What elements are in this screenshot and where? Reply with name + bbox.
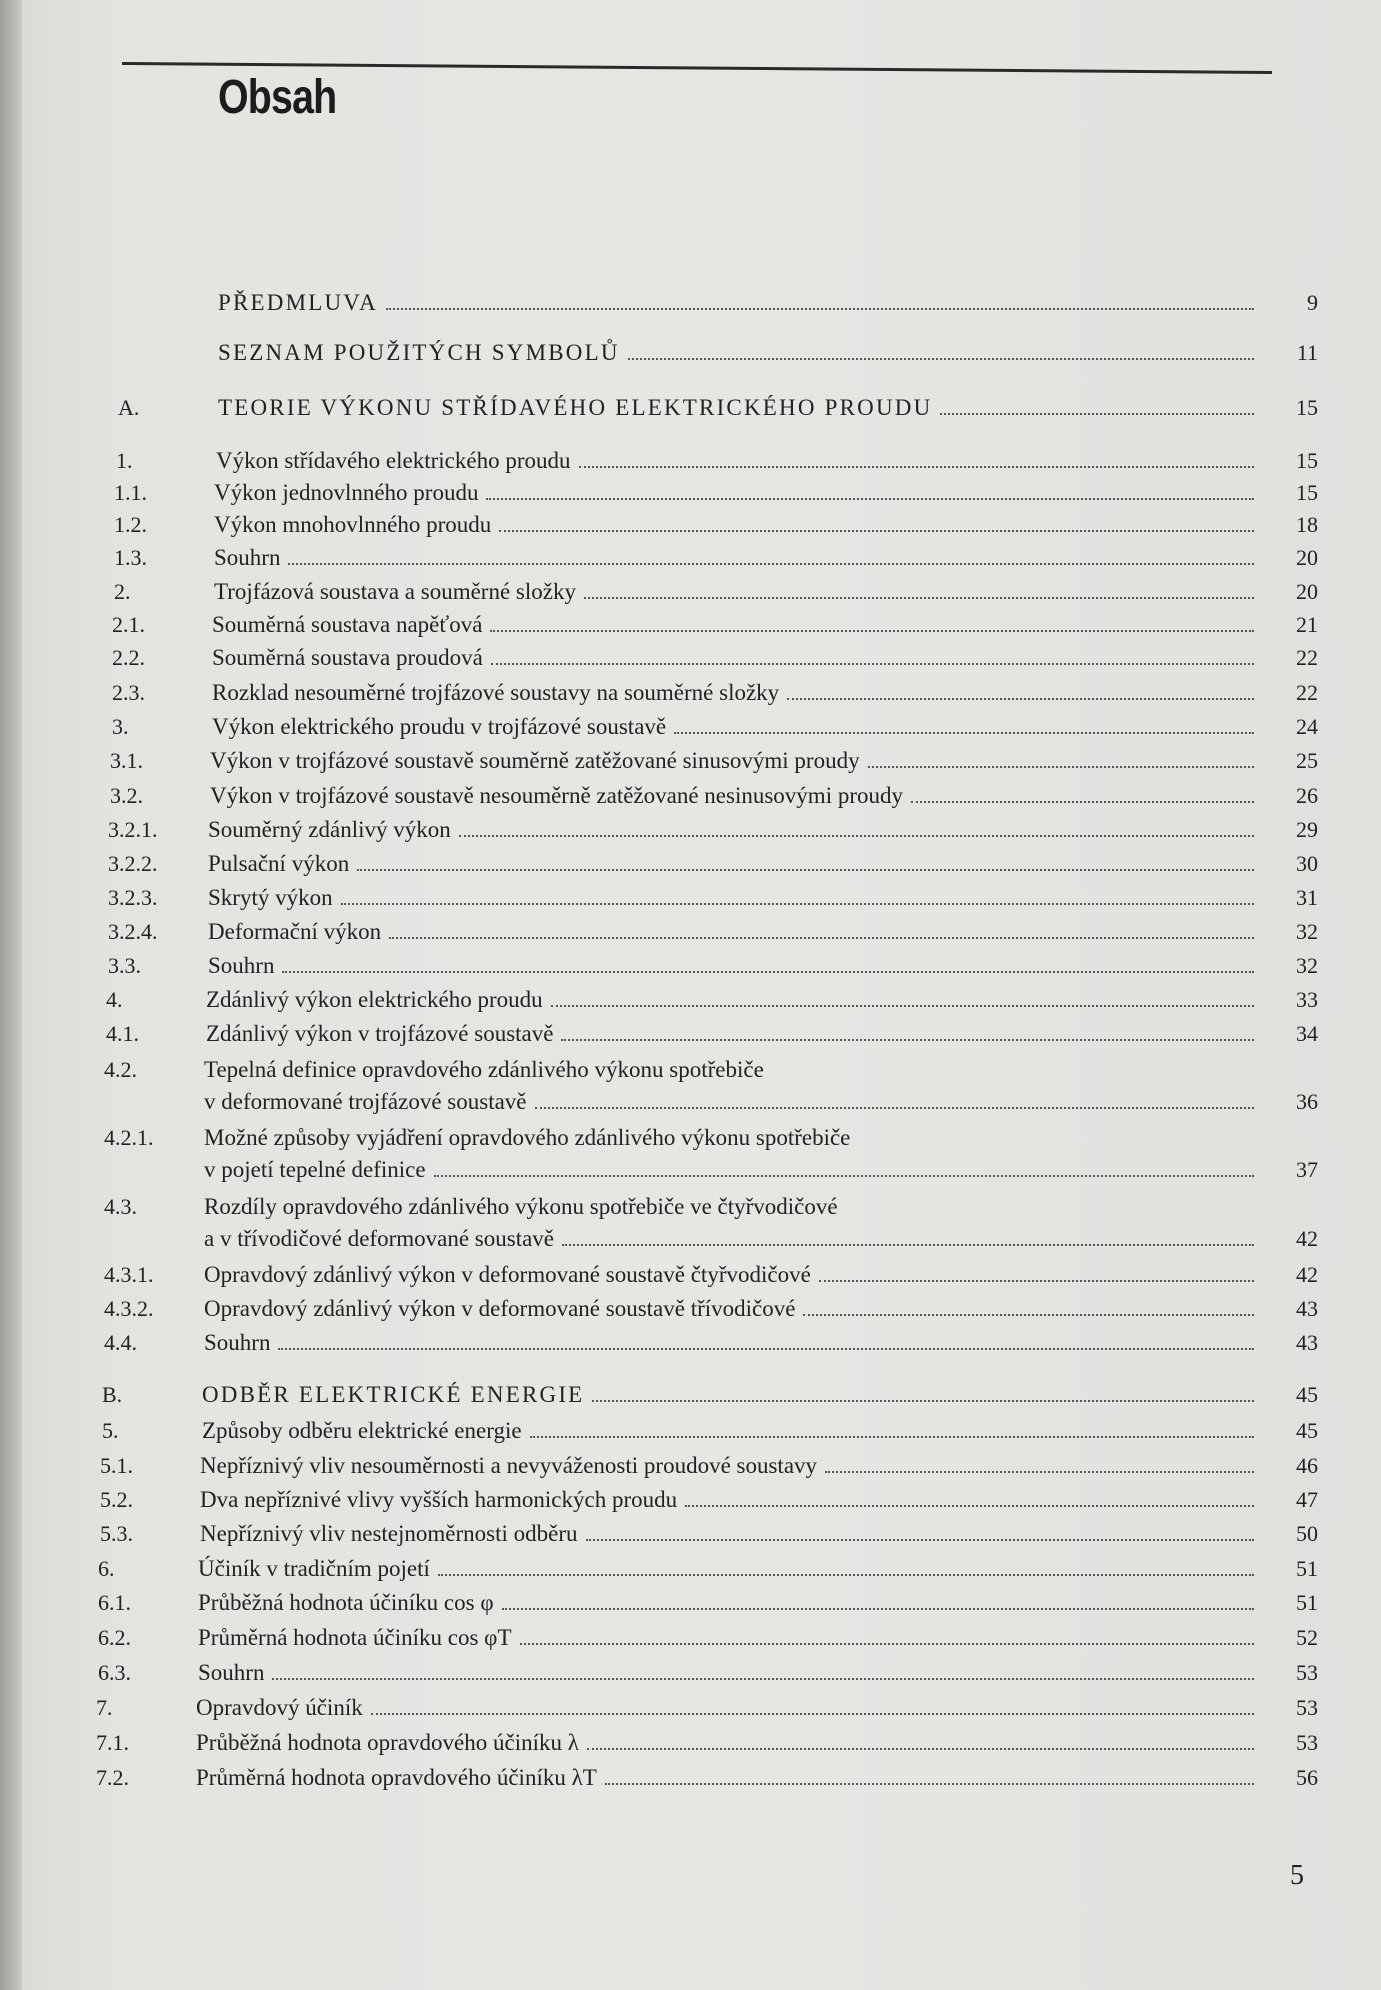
toc-entry-page: 52 — [1296, 1625, 1318, 1650]
toc-entry — [114, 512, 1318, 538]
toc-entry-title: Nepříznivý vliv nesouměrnosti a nevyváženosti proudové soustavy — [200, 1453, 818, 1478]
toc-entry — [108, 817, 1318, 843]
toc-entry — [100, 1453, 1318, 1479]
toc-entry — [106, 987, 1318, 1013]
toc-entry-number: 5.1. — [100, 1453, 133, 1478]
toc-entry — [110, 748, 1318, 774]
dot-leader — [586, 1538, 1254, 1541]
toc-entry-title: Opravdový zdánlivý výkon v deformované soustavě třívodičové — [204, 1296, 796, 1321]
toc-entry-page: 32 — [1296, 919, 1318, 944]
toc-entry-page: 43 — [1296, 1330, 1318, 1355]
toc-entry — [106, 1021, 1318, 1047]
toc-entry-title: TEORIE VÝKONU STŘÍDAVÉHO ELEKTRICKÉHO PROUDU — [218, 395, 933, 420]
toc-entry — [118, 290, 1318, 316]
toc-entry-page: 36 — [1296, 1089, 1318, 1114]
toc-entry-title: Rozklad nesouměrné trojfázové soustavy na souměrné složky — [212, 680, 780, 705]
dot-leader — [911, 800, 1254, 803]
toc-entry — [118, 395, 1318, 421]
toc-entry-number: 4.4. — [104, 1330, 137, 1355]
toc-entry-title: Nepříznivý vliv nestejnoměrnosti odběru — [200, 1521, 578, 1546]
toc-entry-page: 20 — [1296, 545, 1318, 570]
toc-entry — [112, 714, 1318, 740]
toc-entry-number: 3. — [112, 714, 129, 739]
toc-entry — [116, 448, 1318, 474]
toc-entry-number: 3.2.1. — [108, 817, 158, 842]
toc-entry — [102, 1382, 1318, 1408]
toc-entry-title: Souhrn — [198, 1660, 265, 1685]
toc-entry — [96, 1695, 1318, 1721]
toc-entry-page: 45 — [1296, 1382, 1318, 1407]
dot-leader — [499, 529, 1254, 532]
dot-leader — [587, 1747, 1254, 1750]
toc-entry-title: Opravdový účiník — [196, 1695, 363, 1720]
dot-leader — [438, 1573, 1254, 1576]
dot-leader — [592, 1399, 1254, 1402]
dot-leader — [530, 1435, 1254, 1438]
toc-entry-number: 7.2. — [96, 1765, 129, 1790]
toc-entry — [96, 1765, 1318, 1791]
toc-entry-number: 3.3. — [108, 953, 141, 978]
toc-entry-page: 24 — [1296, 714, 1318, 739]
toc-entry-number: 1.2. — [114, 512, 147, 537]
toc-entry-page: 15 — [1296, 395, 1318, 420]
toc-entry-page: 20 — [1296, 579, 1318, 604]
toc-entry-number: 7. — [96, 1695, 113, 1720]
dot-leader — [605, 1782, 1254, 1785]
toc-entry — [114, 480, 1318, 506]
toc-entry-title: Souhrn — [214, 545, 281, 570]
dot-leader — [685, 1504, 1254, 1507]
dot-leader — [502, 1607, 1254, 1610]
toc-entry-page: 53 — [1296, 1695, 1318, 1720]
dot-leader — [490, 629, 1254, 632]
toc-entry — [98, 1590, 1318, 1616]
toc-entry — [100, 1487, 1318, 1513]
toc-entry-title: Souměrná soustava proudová — [212, 645, 483, 670]
toc-entry-title: Výkon střídavého elektrického proudu — [216, 448, 571, 473]
toc-entry-title: Výkon v trojfázové soustavě souměrně zatěžované sinusovými proudy — [210, 748, 860, 773]
dot-leader — [825, 1470, 1254, 1473]
toc-entry-page: 42 — [1296, 1262, 1318, 1287]
toc-entry — [98, 1625, 1318, 1651]
dot-leader — [278, 1347, 1254, 1350]
dot-leader — [551, 1004, 1254, 1007]
dot-leader — [459, 834, 1254, 837]
page-title: Obsah — [218, 71, 337, 124]
toc-entry-number: 5.2. — [100, 1487, 133, 1512]
toc-entry — [98, 1660, 1318, 1686]
toc-entry-title-continued: a v třívodičové deformované soustavě — [204, 1226, 554, 1251]
toc-entry-page: 45 — [1296, 1418, 1318, 1443]
toc-entry-page: 15 — [1296, 448, 1318, 473]
dot-leader — [272, 1677, 1254, 1680]
toc-entry-page: 46 — [1296, 1453, 1318, 1478]
toc-entry — [108, 953, 1318, 979]
dot-leader — [389, 936, 1254, 939]
toc-entry — [100, 1521, 1318, 1547]
toc-entry-number: 3.2.4. — [108, 919, 158, 944]
toc-entry-number: 2.1. — [112, 612, 145, 637]
toc-entry — [108, 885, 1318, 911]
dot-leader — [288, 562, 1254, 565]
toc-entry-page: 11 — [1296, 340, 1318, 365]
toc-entry-title: Souhrn — [204, 1330, 271, 1355]
toc-entry-title: Průměrná hodnota opravdového účiníku λT — [196, 1765, 597, 1790]
toc-entry-number: 1.3. — [114, 545, 147, 570]
toc-entry-number: 7.1. — [96, 1730, 129, 1755]
toc-entry-title: Možné způsoby vyjádření opravdového zdánlivého výkonu spotřebiče — [204, 1125, 851, 1150]
dot-leader — [579, 465, 1255, 468]
toc-entry-number: 3.2. — [110, 783, 143, 808]
toc-entry-number: 1. — [116, 448, 133, 473]
toc-entry-page: 42 — [1296, 1226, 1318, 1251]
toc-entry-title-continued: v deformované trojfázové soustavě — [204, 1089, 527, 1114]
toc-entry — [108, 851, 1318, 877]
toc-entry — [104, 1262, 1318, 1288]
toc-entry-page: 37 — [1296, 1157, 1318, 1182]
toc-entry-number: 1.1. — [114, 480, 147, 505]
toc-entry-page: 29 — [1296, 817, 1318, 842]
toc-entry-title: SEZNAM POUŽITÝCH SYMBOLŮ — [218, 340, 620, 365]
toc-entry — [114, 545, 1318, 571]
toc-entry — [114, 579, 1318, 605]
toc-entry-number: 3.2.2. — [108, 851, 158, 876]
toc-entry-number: 6. — [98, 1556, 115, 1581]
toc-entry-title: ODBĚR ELEKTRICKÉ ENERGIE — [202, 1382, 585, 1407]
toc-entry-number: 6.3. — [98, 1660, 131, 1685]
toc-entry-page: 53 — [1296, 1660, 1318, 1685]
toc-entry-page: 21 — [1296, 612, 1318, 637]
toc-entry-title: Účiník v tradičním pojetí — [198, 1556, 430, 1581]
toc-entry — [104, 1194, 1318, 1252]
toc-entry-page: 51 — [1296, 1590, 1318, 1615]
dot-leader — [386, 307, 1254, 310]
dot-leader — [674, 731, 1254, 734]
dot-leader — [803, 1313, 1254, 1316]
toc-entry — [96, 1730, 1318, 1756]
toc-entry — [102, 1418, 1318, 1444]
toc-entry-number: 5. — [102, 1418, 119, 1443]
toc-entry-title-continued: v pojetí tepelné definice — [204, 1157, 426, 1182]
toc-entry-title: Souměrná soustava napěťová — [212, 612, 483, 637]
toc-entry-page: 32 — [1296, 953, 1318, 978]
toc-entry — [110, 783, 1318, 809]
toc-entry-title: Výkon jednovlnného proudu — [214, 480, 479, 505]
toc-entry-page: 30 — [1296, 851, 1318, 876]
toc-entry-page: 51 — [1296, 1556, 1318, 1581]
toc-entry-number: 4.3.2. — [104, 1296, 154, 1321]
toc-entry-page: 22 — [1296, 645, 1318, 670]
toc-entry — [112, 612, 1318, 638]
toc-entry-page: 15 — [1296, 480, 1318, 505]
toc-entry-number: 6.2. — [98, 1625, 131, 1650]
toc-entry-page: 43 — [1296, 1296, 1318, 1321]
toc-entry-page: 9 — [1307, 290, 1318, 315]
toc-entry-number: 4.2. — [104, 1057, 137, 1082]
toc-entry-number: 5.3. — [100, 1521, 133, 1546]
dot-leader — [434, 1174, 1254, 1177]
dot-leader — [628, 357, 1254, 360]
toc-entry-title: Deformační výkon — [208, 919, 382, 944]
toc-entry — [112, 680, 1318, 706]
toc-entry-page: 53 — [1296, 1730, 1318, 1755]
toc-entry — [118, 340, 1318, 366]
dot-leader — [561, 1038, 1254, 1041]
toc-entry-title: Výkon v trojfázové soustavě nesouměrně zatěžované nesinusovými proudy — [210, 783, 903, 808]
dot-leader — [357, 868, 1254, 871]
toc-entry-title: Dva nepříznivé vlivy vyšších harmonických proudu — [200, 1487, 678, 1512]
dot-leader — [282, 970, 1254, 973]
toc-entry-number: 4.3.1. — [104, 1262, 154, 1287]
toc-entry-number: 4.1. — [106, 1021, 139, 1046]
toc-entry-page: 18 — [1296, 512, 1318, 537]
toc-entry-number: 2.2. — [112, 645, 145, 670]
toc-entry-title: Trojfázová soustava a souměrné složky — [214, 579, 576, 604]
dot-leader — [535, 1106, 1254, 1109]
toc-entry-title: Způsoby odběru elektrické energie — [202, 1418, 522, 1443]
toc-entry-title: PŘEDMLUVA — [218, 290, 378, 315]
toc-entry-title: Souhrn — [208, 953, 275, 978]
toc-entry-number: A. — [118, 395, 140, 420]
toc-entry — [104, 1296, 1318, 1322]
toc-entry-number: B. — [102, 1382, 123, 1407]
toc-entry-title: Průměrná hodnota účiníku cos φT — [198, 1625, 512, 1650]
toc-entry — [104, 1057, 1318, 1115]
toc-entry-title: Skrytý výkon — [208, 885, 333, 910]
dot-leader — [520, 1642, 1255, 1645]
toc-entry-title: Výkon mnohovlnného proudu — [214, 512, 492, 537]
toc-entry-number: 4. — [106, 987, 123, 1012]
toc-entry-number: 2.3. — [112, 680, 145, 705]
toc-entry — [104, 1330, 1318, 1356]
toc-entry — [104, 1125, 1318, 1183]
dot-leader — [562, 1243, 1254, 1246]
toc-entry-title: Výkon elektrického proudu v trojfázové soustavě — [212, 714, 667, 739]
toc-entry-title: Zdánlivý výkon v trojfázové soustavě — [206, 1021, 554, 1046]
toc-entry — [98, 1556, 1318, 1582]
dot-leader — [486, 497, 1254, 500]
toc-entry — [112, 645, 1318, 671]
toc-entry-number: 6.1. — [98, 1590, 131, 1615]
toc-entry-title: Průběžná hodnota opravdového účiníku λ — [196, 1730, 579, 1755]
toc-entry-page: 50 — [1296, 1521, 1318, 1546]
dot-leader — [819, 1279, 1254, 1282]
toc-entry-title: Průběžná hodnota účiníku cos φ — [198, 1590, 494, 1615]
toc-entry-page: 26 — [1296, 783, 1318, 808]
toc-entry-title: Tepelná definice opravdového zdánlivého výkonu spotřebiče — [204, 1057, 764, 1082]
dot-leader — [868, 765, 1254, 768]
toc-entry-number: 2. — [114, 579, 131, 604]
toc-entry-page: 25 — [1296, 748, 1318, 773]
toc-entry-title: Souměrný zdánlivý výkon — [208, 817, 451, 842]
dot-leader — [371, 1712, 1254, 1715]
toc-entry-number: 3.1. — [110, 748, 143, 773]
toc-entry-page: 34 — [1296, 1021, 1318, 1046]
page-number: 5 — [1290, 1860, 1304, 1891]
toc-entry-title: Pulsační výkon — [208, 851, 350, 876]
toc-entry-title: Zdánlivý výkon elektrického proudu — [206, 987, 543, 1012]
dot-leader — [940, 412, 1254, 415]
toc-entry-title: Opravdový zdánlivý výkon v deformované soustavě čtyřvodičové — [204, 1262, 811, 1287]
toc-entry-page: 22 — [1296, 680, 1318, 705]
dot-leader — [491, 662, 1254, 665]
toc-entry-page: 56 — [1296, 1765, 1318, 1790]
toc-entry-page: 47 — [1296, 1487, 1318, 1512]
dot-leader — [584, 596, 1254, 599]
toc-entry-number: 4.2.1. — [104, 1125, 154, 1150]
toc-entry-page: 33 — [1296, 987, 1318, 1012]
toc-entry — [108, 919, 1318, 945]
toc-entry-title: Rozdíly opravdového zdánlivého výkonu spotřebiče ve čtyřvodičové — [204, 1194, 838, 1219]
toc-entry-page: 31 — [1296, 885, 1318, 910]
dot-leader — [787, 697, 1254, 700]
toc-entry-number: 4.3. — [104, 1194, 137, 1219]
dot-leader — [341, 902, 1254, 905]
toc-entry-number: 3.2.3. — [108, 885, 158, 910]
